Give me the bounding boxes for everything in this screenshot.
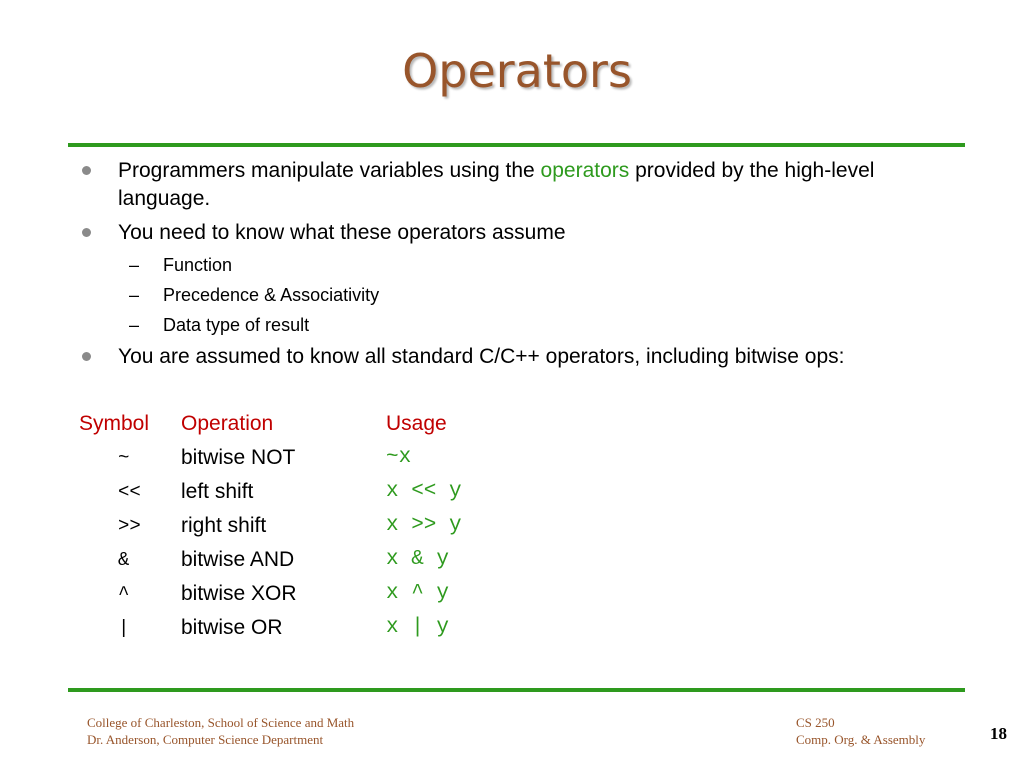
bullet-2 bbox=[118, 219, 938, 247]
sub-bullet-text: Function bbox=[163, 255, 233, 275]
page-number: 18 bbox=[990, 724, 1007, 743]
operation-cell: right shift bbox=[181, 514, 267, 537]
bullet-3-text: You are assumed to know all standard C/C++ operators, including bitwise ops: bbox=[118, 345, 845, 368]
sub-bullet-text: Data type of result bbox=[163, 315, 310, 335]
footer-course: CS 250 bbox=[796, 715, 835, 730]
dash-icon: – bbox=[129, 315, 140, 335]
usage-cell: x & y bbox=[386, 548, 450, 571]
header-usage: Usage bbox=[386, 412, 447, 435]
footer-instructor: Dr. Anderson, Computer Science Department bbox=[87, 732, 324, 747]
usage-cell: x ^ y bbox=[386, 582, 450, 605]
symbol-cell: | bbox=[118, 617, 130, 639]
footer-course-name: Comp. Org. & Assembly bbox=[796, 732, 926, 747]
symbol-cell: ^ bbox=[118, 583, 130, 605]
bullet-dot-icon bbox=[82, 228, 91, 237]
sub-bullet-text: Precedence & Associativity bbox=[163, 285, 380, 305]
usage-cell: x << y bbox=[386, 480, 462, 503]
sub-bullet-precedence bbox=[129, 284, 380, 306]
bullet-dot-icon bbox=[82, 352, 91, 361]
sub-bullet-function bbox=[129, 254, 233, 276]
symbol-cell: ~ bbox=[118, 447, 130, 469]
dash-icon: – bbox=[129, 255, 140, 275]
bullet-3 bbox=[118, 343, 938, 371]
sub-bullet-data-type bbox=[129, 314, 310, 336]
footer-left bbox=[87, 714, 354, 748]
bottom-divider bbox=[68, 688, 965, 692]
footer-institution: College of Charleston, School of Science and Math bbox=[87, 715, 355, 730]
header-operation: Operation bbox=[181, 412, 274, 435]
symbol-cell: << bbox=[118, 481, 141, 503]
operators-highlight: operators bbox=[540, 159, 630, 182]
operation-cell: bitwise OR bbox=[181, 616, 283, 639]
footer-right bbox=[796, 714, 925, 748]
usage-cell: ~x bbox=[386, 446, 412, 469]
operation-cell: left shift bbox=[181, 480, 254, 503]
bullet-1-text-post: provided by the high-level language. bbox=[118, 159, 875, 210]
bullet-1 bbox=[118, 157, 938, 213]
header-symbol: Symbol bbox=[79, 412, 150, 435]
operation-cell: bitwise XOR bbox=[181, 582, 297, 605]
dash-icon: – bbox=[129, 285, 140, 305]
operation-cell: bitwise AND bbox=[181, 548, 295, 571]
usage-cell: x | y bbox=[386, 616, 450, 639]
slide-title: Operators bbox=[402, 44, 632, 98]
symbol-cell: >> bbox=[118, 515, 141, 537]
bullet-2-text: You need to know what these operators assume bbox=[118, 221, 566, 244]
usage-cell: x >> y bbox=[386, 514, 462, 537]
symbol-cell: & bbox=[118, 549, 130, 571]
bullet-1-text-pre: Programmers manipulate variables using the bbox=[118, 159, 541, 182]
bullet-dot-icon bbox=[82, 166, 91, 175]
top-divider bbox=[68, 143, 965, 147]
operation-cell: bitwise NOT bbox=[181, 446, 296, 469]
